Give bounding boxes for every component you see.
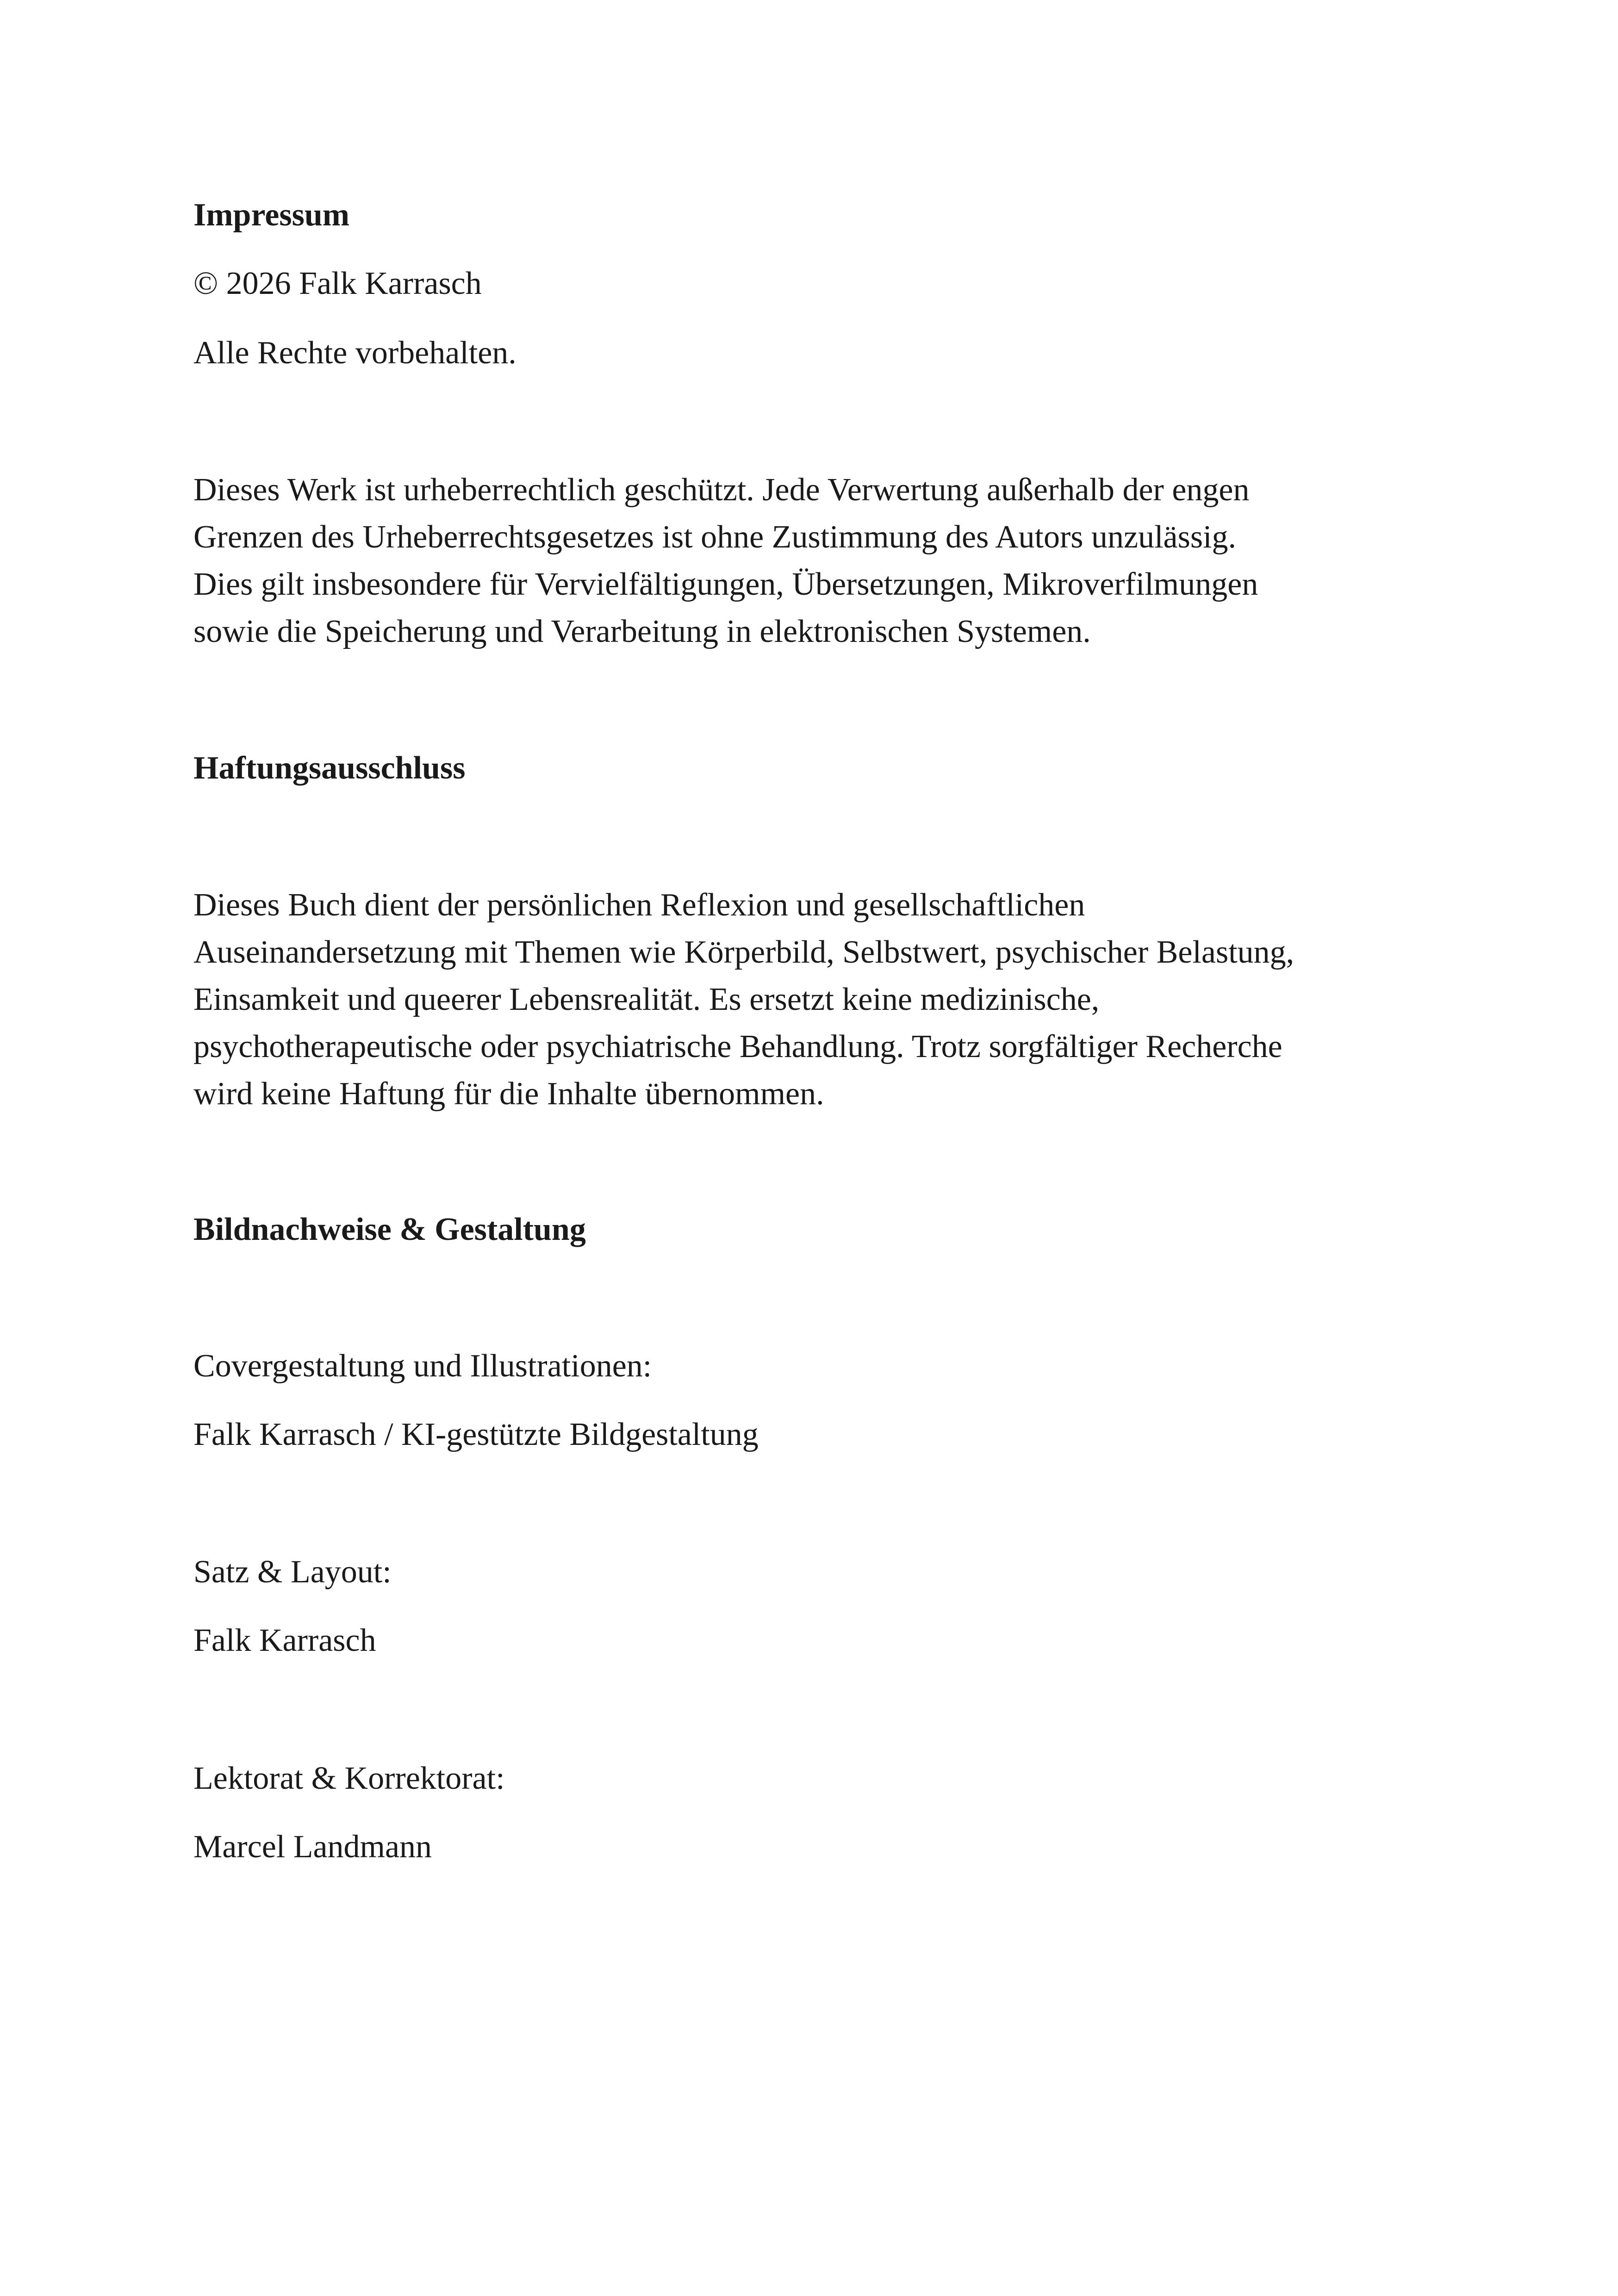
disclaimer-heading: Haftungsausschluss	[193, 750, 466, 786]
cover-value: Falk Karrasch / KI-gestützte Bildgestaltung	[193, 1417, 759, 1452]
layout-label: Satz & Layout:	[193, 1554, 392, 1590]
paragraph-line: psychotherapeutische oder psychiatrische Behandlung. Trotz sorgfältiger Recherche	[193, 1029, 1282, 1064]
paragraph-line: Dieses Buch dient der persönlichen Reflexion und gesellschaftlichen	[193, 887, 1085, 923]
impressum-heading: Impressum	[193, 197, 350, 233]
layout-value: Falk Karrasch	[193, 1623, 376, 1658]
rights-line: Alle Rechte vorbehalten.	[193, 335, 517, 371]
paragraph-line: wird keine Haftung für die Inhalte übernommen.	[193, 1076, 824, 1112]
paragraph-line: sowie die Speicherung und Verarbeitung in elektronischen Systemen.	[193, 614, 1091, 649]
paragraph-line: Dies gilt insbesondere für Vervielfältigungen, Übersetzungen, Mikroverfilmungen	[193, 566, 1258, 602]
paragraph-line: Dieses Werk ist urheberrechtlich geschützt. Jede Verwertung außerhalb der engen	[193, 472, 1250, 508]
paragraph-line: Auseinandersetzung mit Themen wie Körperbild, Selbstwert, psychischer Belastung,	[193, 934, 1294, 970]
paragraph-line: Einsamkeit und queerer Lebensrealität. Es ersetzt keine medizinische,	[193, 982, 1100, 1017]
editing-value: Marcel Landmann	[193, 1829, 432, 1865]
cover-label: Covergestaltung und Illustrationen:	[193, 1348, 652, 1384]
paragraph-line: Grenzen des Urheberrechtsgesetzes ist ohne Zustimmung des Autors unzulässig.	[193, 519, 1237, 555]
credits-heading: Bildnachweise & Gestaltung	[193, 1212, 586, 1247]
copyright-line: © 2026 Falk Karrasch	[193, 266, 482, 301]
editing-label: Lektorat & Korrektorat:	[193, 1761, 505, 1796]
disclaimer-paragraph	[193, 882, 1434, 1118]
copyright-notice-paragraph	[193, 467, 1434, 655]
